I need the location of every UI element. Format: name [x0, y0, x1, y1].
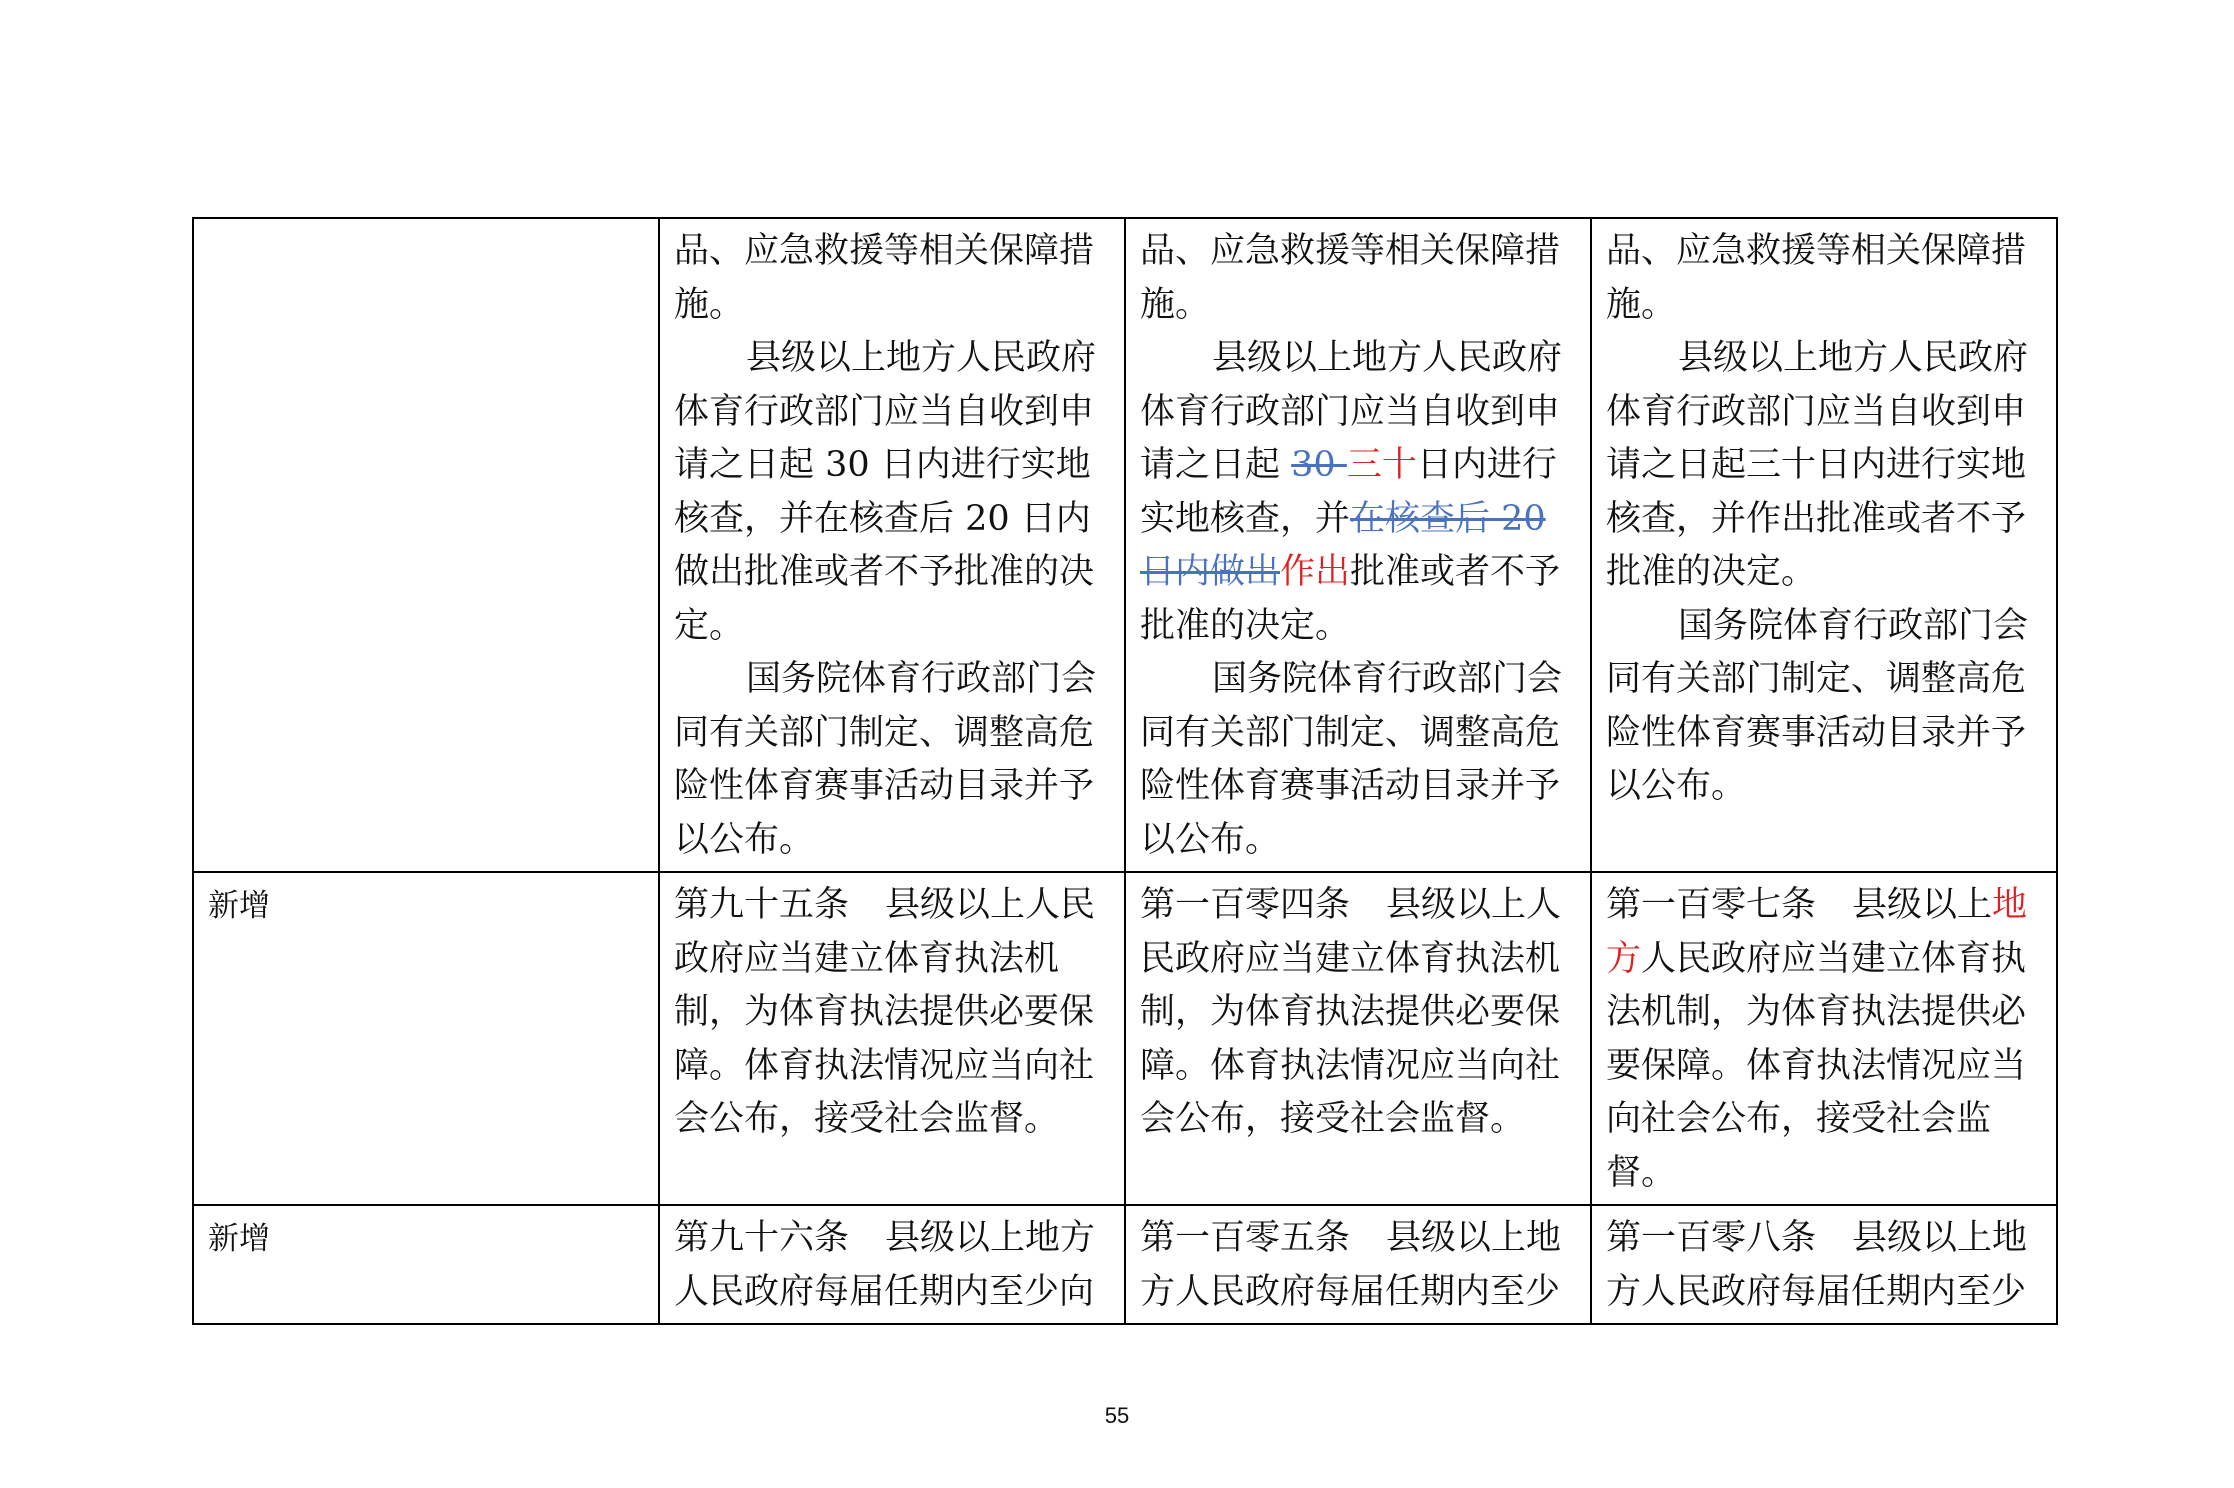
table-row	[193, 218, 2057, 872]
draft-text-cell	[659, 872, 1125, 1205]
row-label: 新增	[208, 888, 270, 924]
paragraph: 国务院体育行政部门会同有关部门制定、调整高危险性体育赛事活动目录并予以公布。	[1606, 605, 2029, 806]
deleted-text: 30	[1291, 445, 1347, 485]
row-label-cell	[193, 218, 659, 872]
paragraph: 第九十五条 县级以上人民政府应当建立体育执法机制，为体育执法提供必要保障。体育执法情况应当向社会公布，接受社会监督。	[674, 885, 1096, 1139]
inserted-text: 作出	[1280, 552, 1351, 592]
row-label-cell	[193, 872, 659, 1205]
revision-text-cell	[1125, 872, 1591, 1205]
paragraph: 品、应急救援等相关保障措施。	[1140, 231, 1561, 325]
comparison-table	[192, 217, 2058, 1325]
article-number: 第一百零八条	[1606, 1218, 1817, 1258]
inserted-text: 地方	[1606, 885, 2028, 979]
deleted-text: 在核查后 20 日内做出	[1140, 498, 1546, 592]
paragraph: 国务院体育行政部门会同有关部门制定、调整高危险性体育赛事活动目录并予以公布。	[1140, 659, 1563, 860]
table-row	[193, 872, 2057, 1205]
paragraph: 第一百零八条 县级以上地方人民政府每届任期内至少	[1606, 1218, 2028, 1312]
paragraph: 品、应急救援等相关保障措施。	[674, 231, 1095, 325]
final-text-cell	[1591, 1205, 2057, 1324]
article-number: 第一百零七条	[1606, 885, 1817, 925]
paragraph: 品、应急救援等相关保障措施。	[1606, 231, 2027, 325]
revision-text-cell	[1125, 1205, 1591, 1324]
paragraph: 国务院体育行政部门会同有关部门制定、调整高危险性体育赛事活动目录并予以公布。	[674, 659, 1097, 860]
paragraph: 第一百零五条 县级以上地方人民政府每届任期内至少	[1140, 1218, 1562, 1312]
final-text-cell	[1591, 872, 2057, 1205]
article-number: 第一百零四条	[1140, 885, 1351, 925]
article-number: 第九十五条	[674, 885, 850, 925]
paragraph: 县级以上地方人民政府体育行政部门应当自收到申请之日起 30 三十日内进行实地核查，并在核查后 20 日内做出作出批准或者不予批准的决定。	[1140, 338, 1563, 646]
table-row	[193, 1205, 2057, 1324]
article-number: 第九十六条	[674, 1218, 850, 1258]
final-text-cell	[1591, 218, 2057, 872]
revision-text-cell	[1125, 218, 1591, 872]
paragraph: 县级以上地方人民政府体育行政部门应当自收到申请之日起三十日内进行实地核查，并作出批准或者不予批准的决定。	[1606, 338, 2029, 592]
paragraph: 县级以上地方人民政府体育行政部门应当自收到申请之日起 30 日内进行实地核查，并在核查后 20 日内做出批准或者不予批准的决定。	[674, 338, 1097, 646]
paragraph: 第一百零四条 县级以上人民政府应当建立体育执法机制，为体育执法提供必要保障。体育执法情况应当向社会公布，接受社会监督。	[1140, 885, 1562, 1139]
article-number: 第一百零五条	[1140, 1218, 1351, 1258]
row-label: 新增	[208, 1221, 270, 1257]
row-label-cell	[193, 1205, 659, 1324]
inserted-text: 三十	[1346, 445, 1417, 485]
draft-text-cell	[659, 218, 1125, 872]
paragraph: 第一百零七条 县级以上地方人民政府应当建立体育执法机制，为体育执法提供必要保障。体育执法情况应当向社会公布，接受社会监督。	[1606, 885, 2028, 1193]
page-number: 55	[1104, 1403, 1130, 1428]
paragraph: 第九十六条 县级以上地方人民政府每届任期内至少向	[674, 1218, 1096, 1312]
draft-text-cell	[659, 1205, 1125, 1324]
